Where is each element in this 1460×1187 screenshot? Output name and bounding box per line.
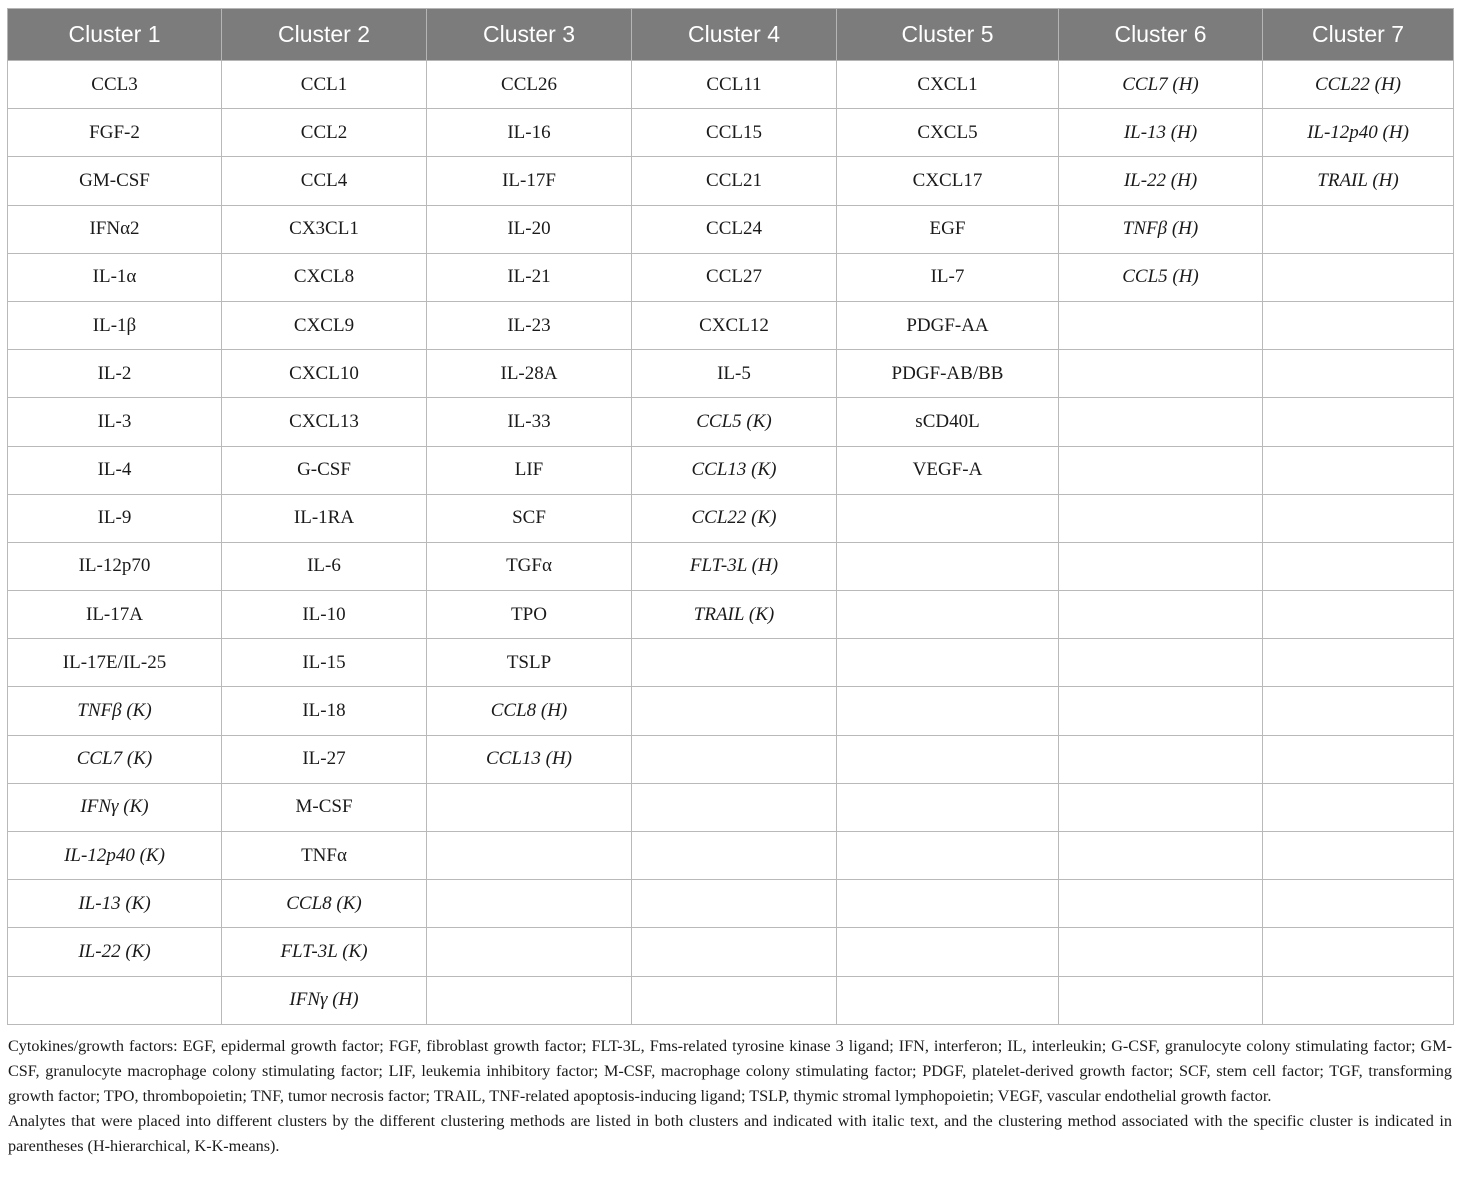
table-cell	[837, 783, 1059, 831]
column-header-cluster-5: Cluster 5	[837, 9, 1059, 61]
table-cell: TNFβ (H)	[1059, 205, 1263, 253]
table-cell: CCL3	[8, 61, 222, 109]
cluster-table-container	[7, 8, 1453, 1025]
table-cell: IL-13 (K)	[8, 880, 222, 928]
table-cell	[8, 976, 222, 1024]
table-cell	[1059, 735, 1263, 783]
table-cell	[1059, 542, 1263, 590]
table-cell: IL-10	[222, 591, 427, 639]
table-cell: IL-16	[427, 109, 632, 157]
table-cell: sCD40L	[837, 398, 1059, 446]
table-cell: CCL27	[632, 253, 837, 301]
table-cell: IL-4	[8, 446, 222, 494]
table-cell	[1059, 398, 1263, 446]
table-cell: CXCL5	[837, 109, 1059, 157]
table-cell: IL-17A	[8, 591, 222, 639]
column-header-cluster-3: Cluster 3	[427, 9, 632, 61]
table-row	[8, 253, 1454, 301]
table-row	[8, 832, 1454, 880]
table-cell: CCL8 (H)	[427, 687, 632, 735]
table-cell	[837, 542, 1059, 590]
table-row	[8, 398, 1454, 446]
table-cell: CXCL17	[837, 157, 1059, 205]
table-cell	[632, 880, 837, 928]
table-cell: CXCL1	[837, 61, 1059, 109]
table-cell: CXCL8	[222, 253, 427, 301]
table-cell	[1059, 687, 1263, 735]
table-row	[8, 639, 1454, 687]
table-cell	[837, 591, 1059, 639]
table-cell: CXCL10	[222, 350, 427, 398]
table-row	[8, 591, 1454, 639]
table-cell	[1263, 928, 1454, 976]
table-row	[8, 928, 1454, 976]
table-cell	[1059, 832, 1263, 880]
table-cell	[1059, 639, 1263, 687]
table-cell: TSLP	[427, 639, 632, 687]
table-cell	[837, 639, 1059, 687]
table-cell	[837, 832, 1059, 880]
table-row	[8, 494, 1454, 542]
table-cell: IL-28A	[427, 350, 632, 398]
table-cell	[632, 687, 837, 735]
table-cell: IL-13 (H)	[1059, 109, 1263, 157]
table-header-row	[8, 9, 1454, 61]
table-cell: FLT-3L (K)	[222, 928, 427, 976]
table-cell: IL-21	[427, 253, 632, 301]
table-row	[8, 205, 1454, 253]
table-cell	[1263, 494, 1454, 542]
table-cell: CCL5 (H)	[1059, 253, 1263, 301]
table-cell	[1263, 783, 1454, 831]
table-cell: CCL4	[222, 157, 427, 205]
table-cell	[1059, 301, 1263, 349]
table-cell	[1059, 446, 1263, 494]
table-cell: IL-23	[427, 301, 632, 349]
table-footnotes	[8, 1034, 1452, 1159]
table-cell	[632, 928, 837, 976]
table-cell	[1263, 735, 1454, 783]
table-cell	[1263, 880, 1454, 928]
table-cell	[632, 735, 837, 783]
table-cell	[1263, 301, 1454, 349]
table-cell: EGF	[837, 205, 1059, 253]
table-cell	[632, 783, 837, 831]
table-cell: CCL21	[632, 157, 837, 205]
table-cell: CCL24	[632, 205, 837, 253]
table-cell: CCL5 (K)	[632, 398, 837, 446]
table-cell	[1059, 494, 1263, 542]
table-cell: G-CSF	[222, 446, 427, 494]
table-row	[8, 976, 1454, 1024]
table-cell: IL-1β	[8, 301, 222, 349]
table-cell: CCL2	[222, 109, 427, 157]
table-cell: IL-17E/IL-25	[8, 639, 222, 687]
table-cell: IL-3	[8, 398, 222, 446]
table-cell: GM-CSF	[8, 157, 222, 205]
table-cell: LIF	[427, 446, 632, 494]
table-cell: CCL22 (K)	[632, 494, 837, 542]
table-row	[8, 446, 1454, 494]
table-cell	[1263, 350, 1454, 398]
table-cell	[1059, 591, 1263, 639]
table-row	[8, 157, 1454, 205]
table-cell: FGF-2	[8, 109, 222, 157]
table-cell: IL-12p70	[8, 542, 222, 590]
table-cell: IFNα2	[8, 205, 222, 253]
table-cell: CCL8 (K)	[222, 880, 427, 928]
column-header-cluster-7: Cluster 7	[1263, 9, 1454, 61]
table-cell	[1263, 832, 1454, 880]
table-cell: CX3CL1	[222, 205, 427, 253]
table-cell: TNFα	[222, 832, 427, 880]
table-cell: CCL22 (H)	[1263, 61, 1454, 109]
table-cell	[1059, 783, 1263, 831]
table-cell	[1263, 542, 1454, 590]
table-row	[8, 301, 1454, 349]
table-cell	[837, 928, 1059, 976]
table-cell	[1059, 350, 1263, 398]
table-cell: CCL13 (H)	[427, 735, 632, 783]
column-header-cluster-2: Cluster 2	[222, 9, 427, 61]
table-cell: CCL26	[427, 61, 632, 109]
table-body	[8, 61, 1454, 1025]
table-cell: IL-15	[222, 639, 427, 687]
table-cell: CXCL13	[222, 398, 427, 446]
table-cell	[1263, 205, 1454, 253]
table-cell: IL-33	[427, 398, 632, 446]
column-header-cluster-6: Cluster 6	[1059, 9, 1263, 61]
table-cell	[1263, 446, 1454, 494]
table-cell	[1059, 976, 1263, 1024]
table-row	[8, 61, 1454, 109]
cluster-table	[7, 8, 1454, 1025]
column-header-cluster-4: Cluster 4	[632, 9, 837, 61]
table-cell: IL-12p40 (K)	[8, 832, 222, 880]
table-cell: TGFα	[427, 542, 632, 590]
table-cell	[1059, 928, 1263, 976]
table-cell: IL-1α	[8, 253, 222, 301]
table-cell: IL-22 (K)	[8, 928, 222, 976]
table-cell: SCF	[427, 494, 632, 542]
table-cell: CCL7 (K)	[8, 735, 222, 783]
table-cell	[427, 832, 632, 880]
table-cell: TRAIL (K)	[632, 591, 837, 639]
table-cell: CCL1	[222, 61, 427, 109]
abbreviations-footnote: Cytokines/growth factors: EGF, epidermal growth factor; FGF, fibroblast growth factor; FLT-3L, Fms-related tyrosine kinase 3 ligand; IFN, interferon; IL, interleukin; G-CSF, granulocyte colony stimulating factor; GM-CSF, granulocyte macrophage colony stimulating factor; LIF, leukemia inhibitory factor; M-CSF, macrophage colony stimulating factor; PDGF, platelet-derived growth factor; SCF, stem cell factor; TGF, transforming growth factor; TPO, thrombopoietin; TNF, tumor necrosis factor; TRAIL, TNF-related apoptosis-inducing ligand; TSLP, thymic stromal lymphopoietin; VEGF, vascular endothelial growth factor.	[8, 1037, 1452, 1105]
table-cell	[837, 494, 1059, 542]
table-cell: M-CSF	[222, 783, 427, 831]
table-cell	[837, 735, 1059, 783]
table-row	[8, 880, 1454, 928]
table-row	[8, 735, 1454, 783]
table-cell	[837, 880, 1059, 928]
table-cell	[427, 976, 632, 1024]
table-cell: CXCL12	[632, 301, 837, 349]
table-cell: CXCL9	[222, 301, 427, 349]
table-cell	[427, 783, 632, 831]
table-row	[8, 350, 1454, 398]
table-cell: IL-22 (H)	[1059, 157, 1263, 205]
table-cell: IFNγ (H)	[222, 976, 427, 1024]
table-cell: TNFβ (K)	[8, 687, 222, 735]
table-cell: IL-5	[632, 350, 837, 398]
table-cell: IL-6	[222, 542, 427, 590]
table-cell: IL-7	[837, 253, 1059, 301]
table-cell	[837, 687, 1059, 735]
table-cell: TPO	[427, 591, 632, 639]
table-cell: IL-12p40 (H)	[1263, 109, 1454, 157]
table-cell: CCL7 (H)	[1059, 61, 1263, 109]
table-cell	[632, 976, 837, 1024]
table-cell: IL-18	[222, 687, 427, 735]
column-header-cluster-1: Cluster 1	[8, 9, 222, 61]
table-cell: PDGF-AB/BB	[837, 350, 1059, 398]
table-cell	[837, 976, 1059, 1024]
table-cell	[1263, 398, 1454, 446]
table-row	[8, 109, 1454, 157]
table-cell	[1263, 687, 1454, 735]
table-cell	[1263, 976, 1454, 1024]
table-cell	[1263, 591, 1454, 639]
table-cell: IL-20	[427, 205, 632, 253]
table-cell	[1059, 880, 1263, 928]
table-cell: IL-9	[8, 494, 222, 542]
table-row	[8, 542, 1454, 590]
table-cell	[427, 880, 632, 928]
table-cell: CCL13 (K)	[632, 446, 837, 494]
table-cell	[427, 928, 632, 976]
table-cell: IL-2	[8, 350, 222, 398]
table-cell	[1263, 253, 1454, 301]
table-cell	[632, 832, 837, 880]
table-cell: IL-1RA	[222, 494, 427, 542]
table-cell: IL-27	[222, 735, 427, 783]
table-cell: CCL11	[632, 61, 837, 109]
clustering-method-footnote: Analytes that were placed into different clusters by the different clustering methods are listed in both clusters and indicated with italic text, and the clustering method associated with the specific cluster is indicated in parentheses (H-hierarchical, K-K-means).	[8, 1112, 1452, 1155]
table-cell	[1263, 639, 1454, 687]
table-row	[8, 687, 1454, 735]
table-cell: CCL15	[632, 109, 837, 157]
table-cell: PDGF-AA	[837, 301, 1059, 349]
table-cell	[632, 639, 837, 687]
table-cell: TRAIL (H)	[1263, 157, 1454, 205]
table-cell: IL-17F	[427, 157, 632, 205]
table-cell: IFNγ (K)	[8, 783, 222, 831]
table-cell: VEGF-A	[837, 446, 1059, 494]
table-cell: FLT-3L (H)	[632, 542, 837, 590]
table-row	[8, 783, 1454, 831]
